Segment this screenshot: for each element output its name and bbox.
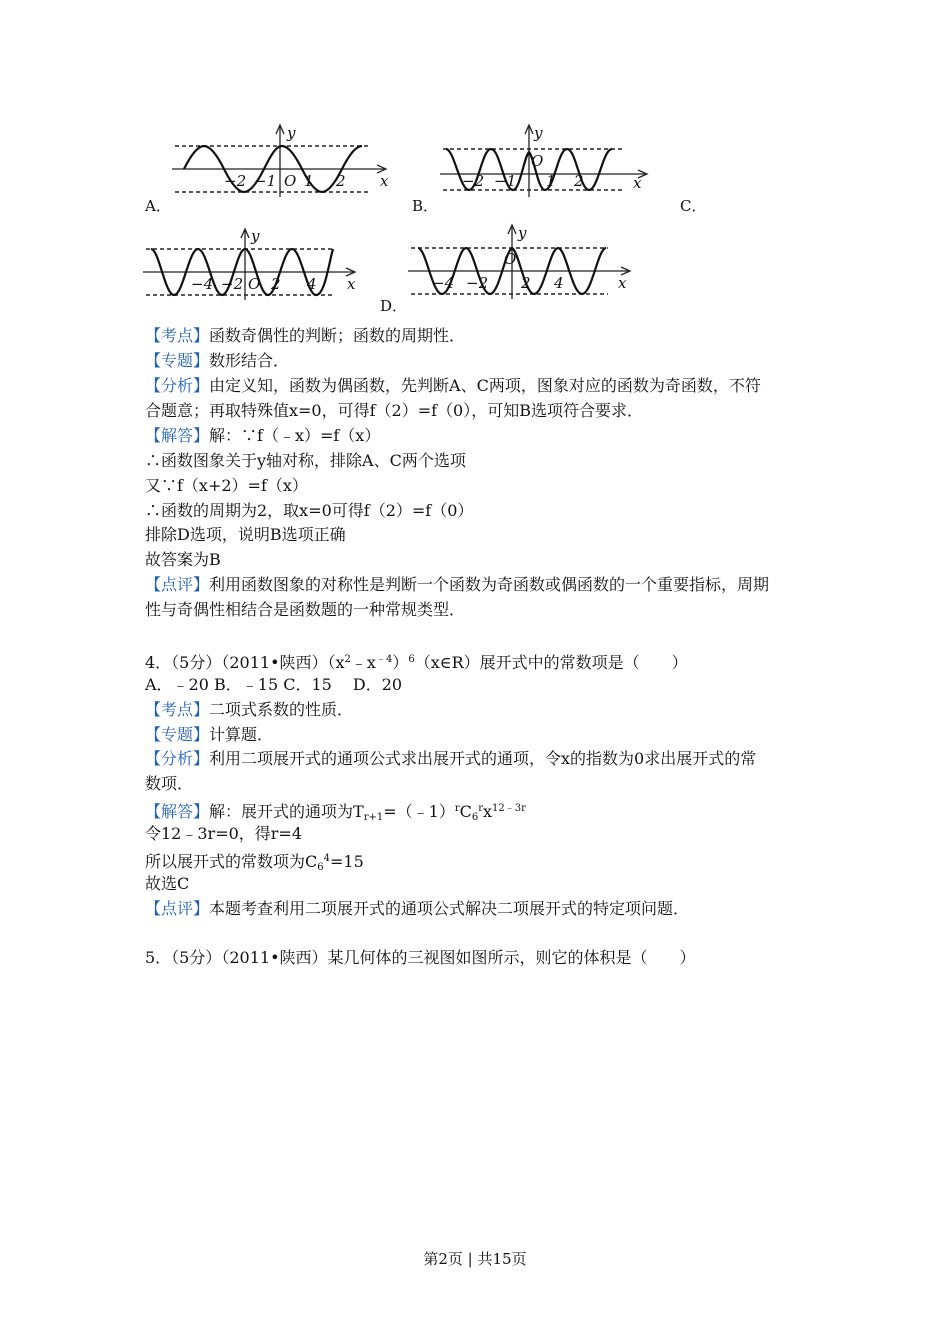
graph-option-c (143, 227, 368, 302)
tag-fenxi: 【分析】 (145, 376, 210, 395)
tick-label: 2 (336, 172, 346, 190)
tag-fenxi: 【分析】 (145, 749, 210, 768)
q4-fenxi-line2: 数项． (145, 774, 194, 793)
tag-zhuanti: 【专题】 (145, 725, 210, 744)
q3-kaodian: 【考点】函数奇偶性的判断；函数的周期性． (145, 326, 466, 345)
axis-x-label: x (380, 172, 389, 190)
origin-label: O (284, 172, 297, 190)
q4-kaodian: 【考点】二项式系数的性质． (145, 700, 354, 719)
q3-fenxi: 【分析】由定义知，函数为偶函数，先判断A、C两项，图象对应的函数为奇函数，不符 (145, 376, 761, 395)
option-b-label: B． (412, 197, 439, 215)
q3-jieda-line6: 故答案为B (145, 550, 221, 569)
q4-stem: 4．（5分）（2011•陕西）$(x^2﹣x^{﹣4})^6(x\in R)$展开式中的常数项是（ ） (145, 653, 688, 672)
origin-label: O (248, 275, 261, 293)
axis-y-label: y (534, 124, 543, 142)
tick-label: 1 (304, 172, 314, 190)
option-c-label: C． (680, 197, 707, 215)
tag-dianping: 【点评】 (145, 899, 210, 918)
q4-jieda-line4: 故选C (145, 874, 190, 893)
q5-stem: 5．（5分）（2011•陕西）某几何体的三视图如图所示，则它的体积是（ ） (145, 948, 696, 967)
origin-label: O (531, 152, 544, 170)
tick-label: 2 (521, 274, 531, 292)
q4-jieda: 【解答】解：展开式的通项为$T_{r+1}=(﹣1)^rC_6^rx^{12﹣3r}$ (145, 802, 526, 823)
axis-y-label: y (251, 227, 260, 245)
tag-zhuanti: 【专题】 (145, 351, 210, 370)
q3-jieda: 【解答】解：∵f（﹣x）=f（x） (145, 426, 381, 445)
q3-zhuanti: 【专题】数形结合． (145, 351, 290, 370)
tick-label: −4 (432, 274, 455, 292)
tag-kaodian: 【考点】 (145, 326, 210, 345)
origin-label: O (504, 250, 517, 268)
graph-option-b (440, 122, 665, 200)
tag-dianping: 【点评】 (145, 575, 210, 594)
q3-fenxi-line2: 合题意；再取特殊值x=0，可得f（2）=f（0），可知B选项符合要求． (145, 401, 643, 420)
q4-fenxi: 【分析】利用二项展开式的通项公式求出展开式的通项，令x的指数为0求出展开式的常 (145, 749, 757, 768)
q3-dianping-line2: 性与奇偶性相结合是函数题的一种常规类型． (145, 600, 466, 619)
option-a-label: A． (145, 197, 171, 215)
tick-label: 2 (271, 275, 281, 293)
tick-label: −1 (254, 172, 277, 190)
tick-label: −4 (191, 275, 214, 293)
tick-label: 2 (574, 172, 584, 190)
axis-x-label: x (633, 174, 642, 192)
tick-label: −1 (494, 172, 517, 190)
q4-zhuanti: 【专题】计算题． (145, 725, 274, 744)
q3-jieda-line2: ∴函数图象关于y轴对称，排除A、C两个选项 (145, 451, 466, 470)
q4-options: A．﹣20 B．﹣15 C．15 D．20 (145, 675, 403, 694)
tick-label: 4 (307, 275, 317, 293)
q4-dianping: 【点评】本题考查利用二项展开式的通项公式解决二项展开式的特定项问题． (145, 899, 690, 918)
q3-jieda-line4: ∴函数的周期为2，取x=0可得f（2）=f（0） (145, 501, 474, 520)
axis-y-label: y (518, 224, 527, 242)
tick-label: −2 (224, 172, 247, 190)
q3-dianping: 【点评】利用函数图象的对称性是判断一个函数为奇函数或偶函数的一个重要指标，周期 (145, 575, 770, 594)
tick-label: 1 (546, 172, 556, 190)
q4-jieda-line2: 令12﹣3r=0，得r=4 (145, 824, 303, 843)
axis-y-label: y (287, 124, 296, 142)
graph-option-a (172, 122, 397, 200)
tick-label: 4 (554, 274, 564, 292)
tick-label: −2 (462, 172, 485, 190)
axis-x-label: x (347, 275, 356, 293)
tag-jieda: 【解答】 (145, 426, 210, 445)
tick-label: −2 (221, 275, 244, 293)
graph-option-d (408, 222, 638, 302)
q4-jieda-line3: 所以展开式的常数项为$C_6^4=15$ (145, 852, 364, 873)
tag-kaodian: 【考点】 (145, 700, 210, 719)
tag-jieda: 【解答】 (145, 802, 210, 821)
q3-jieda-line5: 排除D选项，说明B选项正确 (145, 525, 346, 544)
tick-label: −2 (466, 274, 489, 292)
axis-x-label: x (618, 274, 627, 292)
q3-jieda-line3: 又∵f（x+2）=f（x） (145, 476, 308, 495)
page-footer: 第2页 | 共15页 (423, 1250, 527, 1268)
option-d-label: D． (380, 297, 408, 315)
